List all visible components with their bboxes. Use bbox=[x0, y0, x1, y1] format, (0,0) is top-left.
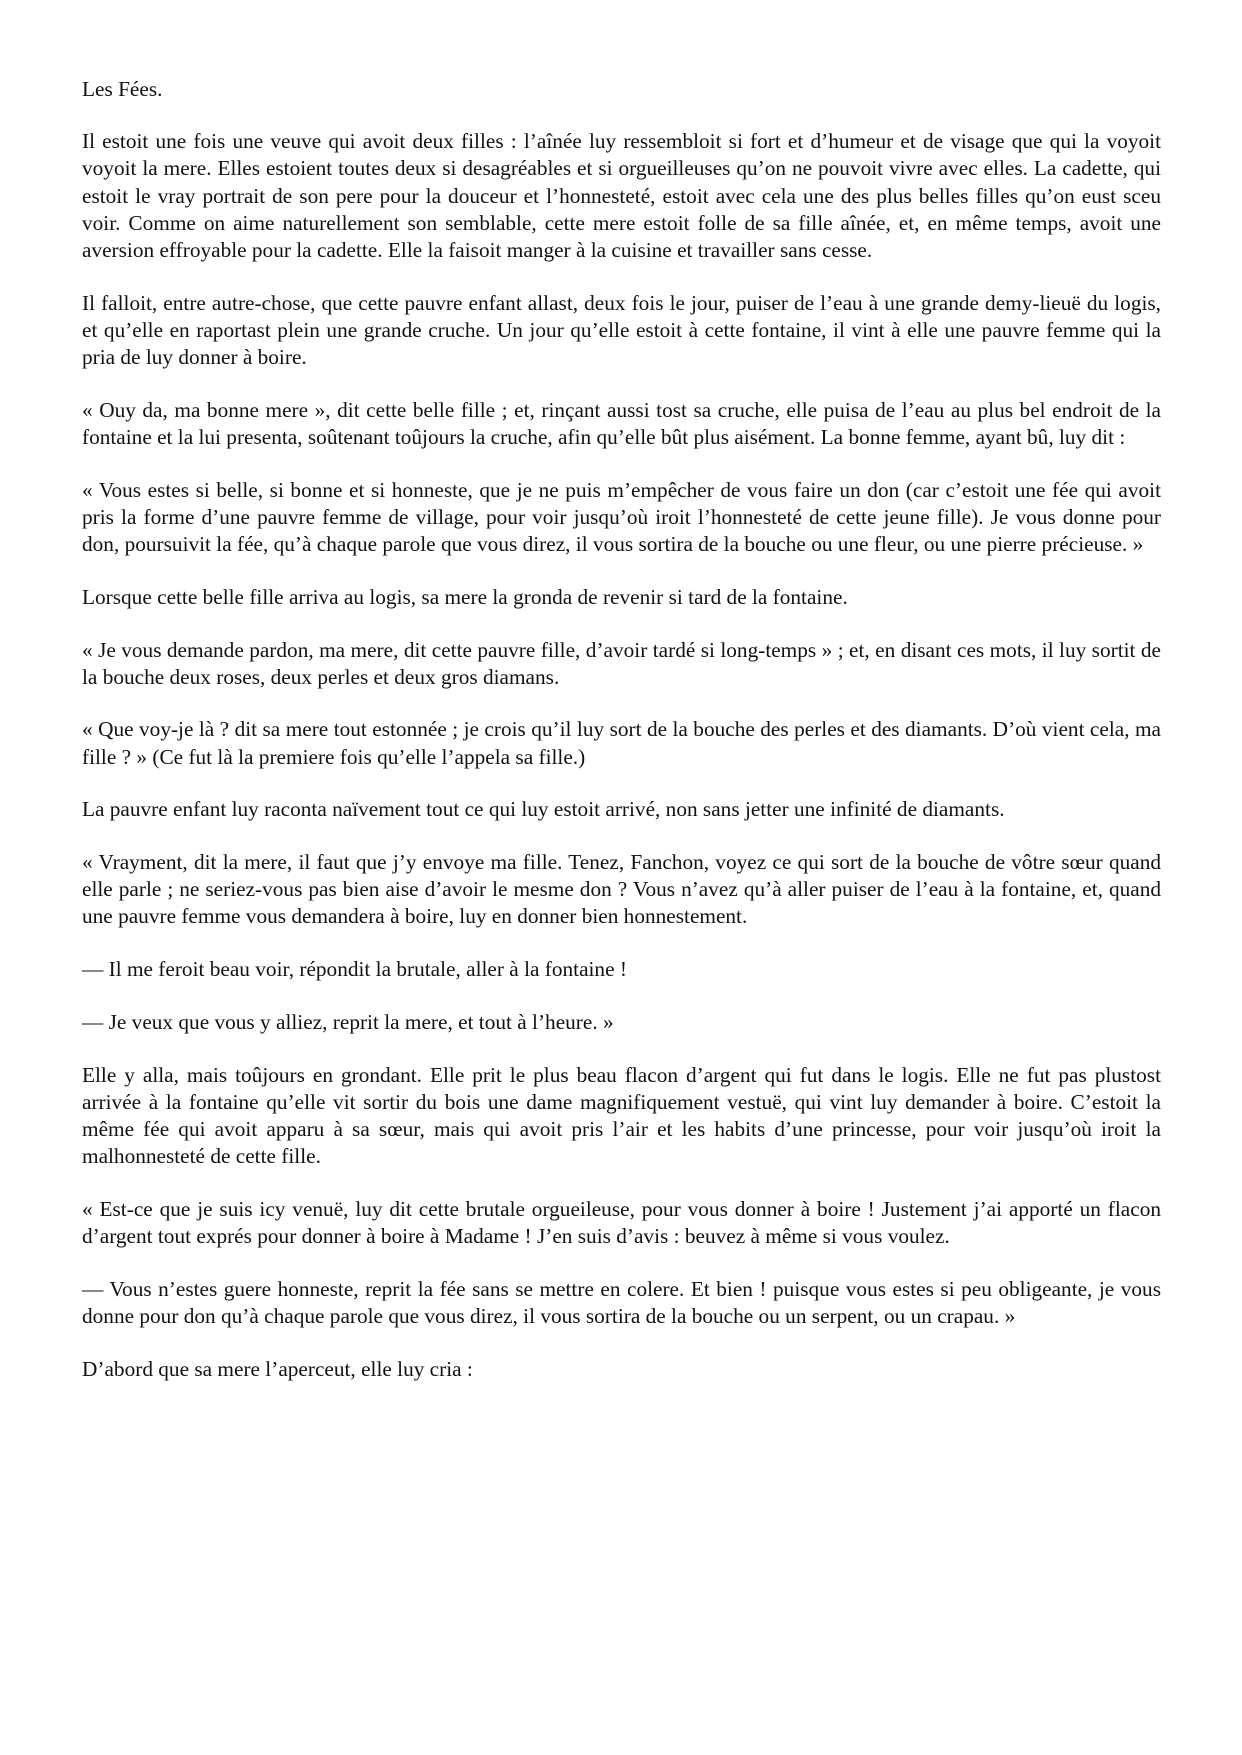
paragraph-10: — Il me feroit beau voir, répondit la brutale, aller à la fontaine ! bbox=[82, 957, 627, 982]
document-title: Les Fées. bbox=[82, 77, 163, 101]
paragraph-12: Elle y alla, mais toûjours en grondant. Elle prit le plus beau flacon d’argent qui fut dans le logis. Elle ne fut pas plustost arrivée à la fontaine qu’elle vit sortir du bois une dame magnifiquement vestuë, qui vint luy demander à boire. C’estoit la même fée qui avoit apparu à sa sœur, mais qui avoit pris l’air et les habits d’une princesse, pour voir jusqu’où iroit la malhonnesteté de cette fille. bbox=[82, 1062, 1161, 1169]
paragraph-15: D’abord que sa mere l’aperceut, elle luy cria : bbox=[82, 1356, 473, 1381]
paragraph-6: « Je vous demande pardon, ma mere, dit cette pauvre fille, d’avoir tardé si long-temps » ; et, en disant ces mots, il luy sortit de la bouche deux roses, deux perles et deux gros diamans. bbox=[82, 637, 1161, 689]
document-page bbox=[82, 76, 1161, 1408]
paragraph-1: Il estoit une fois une veuve qui avoit deux filles : l’aînée luy ressembloit si fort et d’humeur et de visage que qui la voyoit voyoit la mere. Elles estoient toutes deux si desagréables et si orgueilleuses qu’on ne pouvoit vivre avec elles. La cadette, qui estoit le vray portrait de son pere pour la douceur et l’honnesteté, estoit avec cela une des plus belles filles qu’on eust sceu voir. Comme on aime naturellement son semblable, cette mere estoit folle de sa fille aînée, et, en même temps, avoit une aversion effroyable pour la cadette. Elle la faisoit manger à la cuisine et travailler sans cesse. bbox=[82, 129, 1161, 263]
paragraph-11: — Je veux que vous y alliez, reprit la mere, et tout à l’heure. » bbox=[82, 1009, 614, 1034]
paragraph-14: — Vous n’estes guere honneste, reprit la fée sans se mettre en colere. Et bien ! puisque vous estes si peu obligeante, je vous donne pour don qu’à chaque parole que vous direz, il vous sortira de la bouche ou un serpent, ou un crapau. » bbox=[82, 1276, 1161, 1328]
paragraph-13: « Est-ce que je suis icy venuë, luy dit cette brutale orgueileuse, pour vous donner à boire ! Justement j’ai apporté un flacon d’argent tout exprés pour donner à boire à Madame ! J’en suis d’avis : beuvez à même si vous voulez. bbox=[82, 1196, 1161, 1249]
paragraph-7: « Que voy-je là ? dit sa mere tout estonnée ; je crois qu’il luy sort de la bouche des perles et des diamants. D’où vient cela, ma fille ? » (Ce fut là la premiere fois qu’elle l’appela sa fille.) bbox=[82, 717, 1161, 769]
paragraph-9: « Vrayment, dit la mere, il faut que j’y envoye ma fille. Tenez, Fanchon, voyez ce qui sort de la bouche de vôtre sœur quand elle parle ; ne seriez-vous pas bien aise d’avoir le mesme don ? Vous n’avez qu’à aller puiser de l’eau à la fontaine, et, quand une pauvre femme vous demandera à boire, luy en donner bien honnestement. bbox=[82, 850, 1161, 929]
paragraph-4: « Vous estes si belle, si bonne et si honneste, que je ne puis m’empêcher de vous faire un don (car c’estoit une fée qui avoit pris la forme d’une pauvre femme de village, pour voir jusqu’où iroit l’honnesteté de cette jeune fille). Je vous donne pour don, poursuivit la fée, qu’à chaque parole que vous direz, il vous sortira de la bouche ou une fleur, ou une pierre précieuse. » bbox=[82, 477, 1161, 557]
paragraph-3: « Ouy da, ma bonne mere », dit cette belle fille ; et, rinçant aussi tost sa cruche, elle puisa de l’eau au plus bel endroit de la fontaine et la lui presenta, soûtenant toûjours la cruche, afin qu’elle bût plus aisément. La bonne femme, ayant bû, luy dit : bbox=[82, 397, 1161, 450]
paragraph-5: Lorsque cette belle fille arriva au logis, sa mere la gronda de revenir si tard de la fontaine. bbox=[82, 584, 848, 609]
paragraph-8: La pauvre enfant luy raconta naïvement tout ce qui luy estoit arrivé, non sans jetter une infinité de diamants. bbox=[82, 797, 1005, 822]
paragraph-2: Il falloit, entre autre-chose, que cette pauvre enfant allast, deux fois le jour, puiser de l’eau à une grande demy-lieuë du logis, et qu’elle en raportast plein une grande cruche. Un jour qu’elle estoit à cette fontaine, il vint à elle une pauvre femme qui la pria de luy donner à boire. bbox=[82, 290, 1161, 370]
